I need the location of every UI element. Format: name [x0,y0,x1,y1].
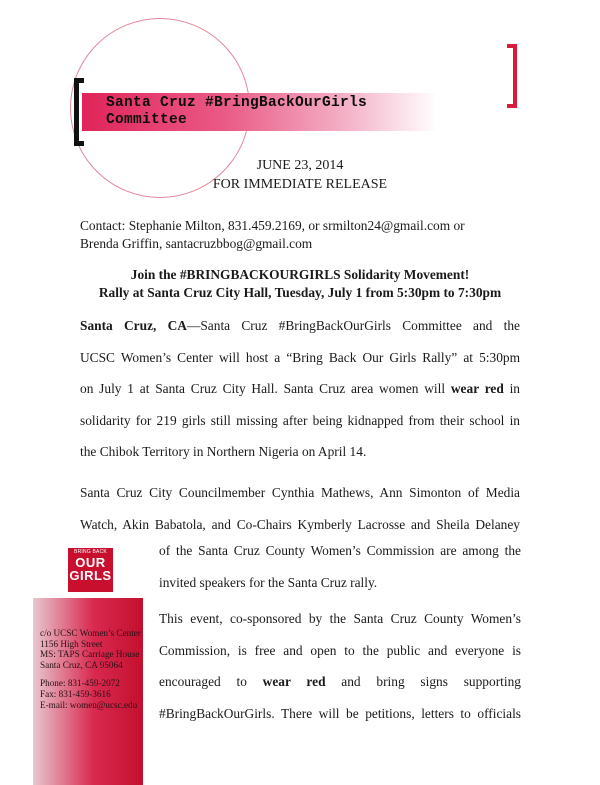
left-bracket-decoration [74,78,84,146]
release-date: JUNE 23, 2014 [256,158,344,173]
date-block [170,156,430,194]
wear-red-emphasis-2: wear red [262,674,326,689]
para3-line3-pre: encouraged to [159,674,247,689]
para1-line1-text: —Santa Cruz #BringBackOurGirls Committee and the [186,318,520,333]
address-email: E-mail: women@ucsc.edu [40,699,138,710]
contact-block [80,217,540,253]
address-line4: Santa Cruz, CA 95064 [40,659,123,670]
address-phone: Phone: 831-459-2072 [40,678,120,689]
para1-line3-pre: on July 1 at Santa Cruz City Hall. Santa Cruz area women will [80,381,446,396]
para1-line1 [80,310,520,342]
logo-main-text [68,556,113,582]
right-bracket-decoration [507,44,517,108]
para2-line4: invited speakers for the Santa Cruz rally. [159,574,378,590]
release-type: FOR IMMEDIATE RELEASE [212,177,388,192]
para3-line1: This event, co-sponsored by the Santa Cruz County Women’s [159,611,521,626]
headline-line1: Join the #BRINGBACKOURGIRLS Solidarity Movement! [130,267,470,282]
committee-title-line1: Santa Cruz #BringBackOurGirls [106,95,368,111]
para3-line3-post: and bring signs supporting [341,674,521,689]
paragraph-speakers [80,477,520,540]
logo-line1: OUR [75,555,106,570]
paragraph-announcement [80,310,520,468]
para1-line3 [80,373,520,405]
para2-line1: Santa Cruz City Councilmember Cynthia Mathews, Ann Simonton of Media [80,485,520,500]
committee-title [106,95,426,129]
contact-line2: Brenda Griffin, santacruzbbog@gmail.com [80,236,313,251]
logo-line2: GIRLS [69,568,112,583]
committee-title-line2: Committee [106,112,188,128]
para3-line2: Commission, is free and open to the public and everyone is [159,642,521,658]
para1-line2: UCSC Women’s Center will host a “Bring Back Our Girls Rally” at 5:30pm [80,349,520,365]
headline [60,266,540,302]
para1-line3-post: in [509,381,520,396]
dateline: Santa Cruz, CA [80,318,187,333]
address-line1: c/o UCSC Women’s Center [40,628,141,638]
address-block [40,628,158,710]
para3-line4: #BringBackOurGirls. There will be petitions, letters to officials [159,705,521,721]
wear-red-emphasis: wear red [450,381,504,396]
contact-line1: Contact: Stephanie Milton, 831.459.2169, or srmilton24@gmail.com or [80,218,465,233]
address-line3: MS: TAPS Carriage House [40,649,140,660]
address-fax: Fax: 831-459-3616 [40,688,111,699]
para2-line3: of the Santa Cruz County Women’s Commission are among the [159,543,521,558]
paragraph-event [159,603,521,729]
paragraph-speakers-cont [159,535,521,598]
bring-back-our-girls-logo [68,548,113,592]
address-line2: 1156 High Street [40,638,103,649]
para2-line2: Watch, Akin Babatola, and Co-Chairs Kymberly Lacrosse and Sheila Delaney [80,516,520,532]
para3-line3 [159,666,521,698]
logo-top-text: BRING BACK [74,549,107,555]
para1-line4: solidarity for 219 girls still missing after being kidnapped from their school in [80,412,520,428]
headline-line2: Rally at Santa Cruz City Hall, Tuesday, July 1 from 5:30pm to 7:30pm [98,285,502,300]
para1-line5: the Chibok Territory in Northern Nigeria on April 14. [80,444,367,459]
